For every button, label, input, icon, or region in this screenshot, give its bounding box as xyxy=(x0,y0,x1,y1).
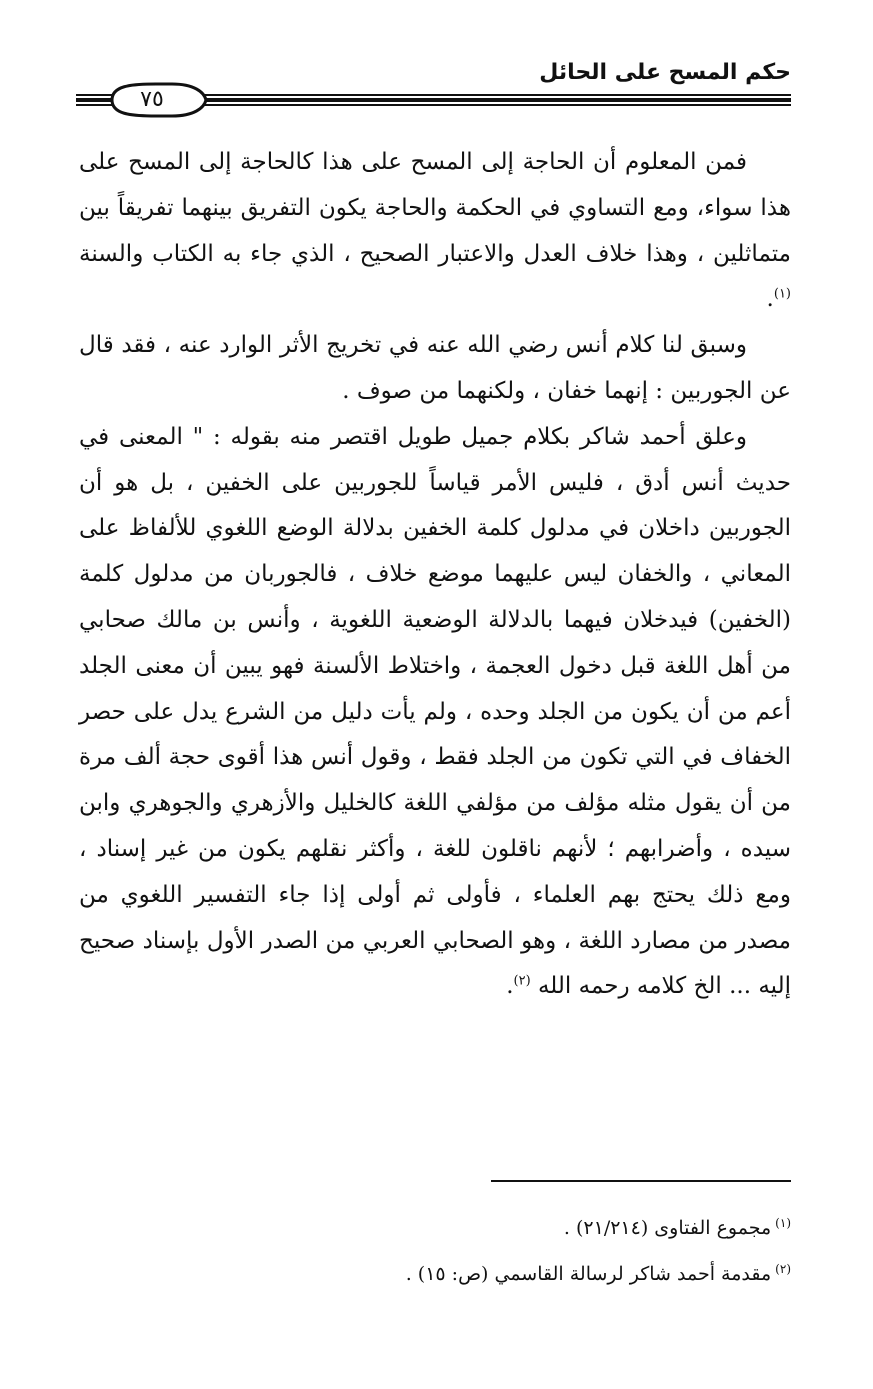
running-title: حكم المسح على الحائل xyxy=(539,60,791,85)
paragraph-1-end: . xyxy=(766,286,774,313)
footnote-1 xyxy=(79,1205,791,1251)
footnote-separator xyxy=(491,1180,791,1182)
paragraph-2-text: وسبق لنا كلام أنس رضي الله عنه في تخريج الأثر الوارد عنه ، فقد قال عن الجوربين : إنهما خفان ، ولكنهما من صوف . xyxy=(79,332,791,404)
footnote-ref-1: (١) xyxy=(773,286,791,302)
footnote-1-mark: (١) xyxy=(775,1215,791,1230)
paragraph-3-text: وعلق أحمد شاكر بكلام جميل طويل اقتصر منه بقوله : " المعنى في حديث أنس أدق ، فليس الأمر قياساً للجوربين على الخفين ، بل هو أن الجوربين داخلان في مدلول كلمة الخفين بدلالة الوضع اللغوي للألفاظ على المعاني ، والخفان ليس عليهما موضع خلاف ، فالجوربان من مدلول كلمة (الخفين) فيدخلان فيهما بالدلالة الوضعية اللغوية ، وأنس بن مالك صحابي من أهل اللغة قبل دخول العجمة ، واختلاط الألسنة فهو يبين أن معنى الجلد أعم من أن يكون من الجلد وحده ، ولم يأت دليل من الشرع يدل على حصر الخفاف في التي تكون من الجلد فقط ، وقول أنس هذا أقوى حجة ألف مرة من أن يقول مثله مؤلف من مؤلفي اللغة كالخليل والأزهري والجوهري وابن سيده ، وأضرابهم ؛ لأنهم ناقلون للغة ، وأكثر نقلهم يكون من غير إسناد ، ومع ذلك يحتج بهم العلماء ، فأولى ثم أولى إذا جاء التفسير اللغوي من مصدر من مصارد اللغة ، وهو الصحابي العربي من الصدر الأول بإسناد صحيح إليه ... الخ كلامه رحمه الله xyxy=(79,423,791,1000)
footnote-1-text: مجموع الفتاوى (٢١/٢١٤) . xyxy=(563,1217,772,1239)
footnote-ref-2: (٢) xyxy=(513,973,531,989)
paragraph-3 xyxy=(79,415,791,1010)
footnotes xyxy=(79,1205,791,1297)
body-text xyxy=(79,140,791,1010)
paragraph-2 xyxy=(79,323,791,415)
paragraph-3-end: . xyxy=(506,973,514,1000)
paragraph-1-text: فمن المعلوم أن الحاجة إلى المسح على هذا كالحاجة إلى المسح على هذا سواء، ومع التساوي في الحكمة والحاجة يكون التفريق بينهما تفريقاً بين متماثلين ، وهذا خلاف العدل والاعتبار الصحيح ، الذي جاء به الكتاب والسنة xyxy=(79,149,791,267)
footnote-2-text: مقدمة أحمد شاكر لرسالة القاسمي (ص: ١٥) . xyxy=(405,1263,772,1285)
footnote-2 xyxy=(79,1251,791,1297)
page-number: ٧٥ xyxy=(140,87,164,112)
paragraph-1 xyxy=(79,140,791,323)
footnote-2-mark: (٢) xyxy=(775,1261,791,1276)
